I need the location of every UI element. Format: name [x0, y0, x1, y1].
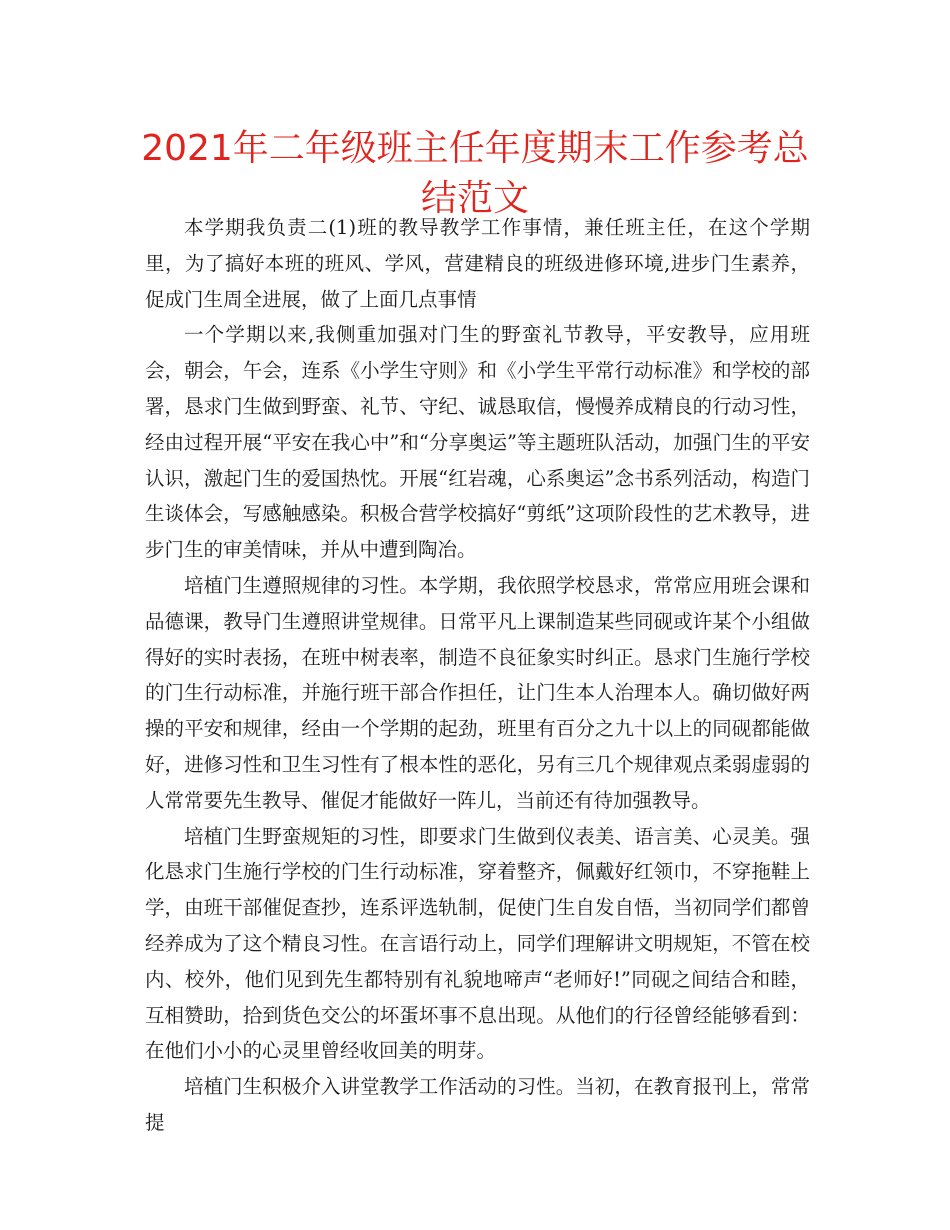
paragraph-2: 一个学期以来,我侧重加强对门生的野蛮礼节教导，平安教导，应用班会，朝会，午会，连系《小学生守则》和《小学生平常行动标准》和学校的部署，恳求门生做到野蛮、礼节、守纪、诚恳取信，慢慢养成精良的行动习性，经由过程开展“平安在我心中”和“分享奥运”等主题班队活动，加强门生的平安认识，激起门生的爱国热忱。开展“红岩魂，心系奥运”念书系列活动，构造门生谈体会，写感触感染。积极合营学校搞好“剪纸”这项阶段性的艺术教导，进步门生的审美情味，并从中遭到陶冶。 [145, 323, 810, 562]
paragraph-1: 本学期我负责二(1)班的教导教学工作事情，兼任班主任，在这个学期里，为了搞好本班的班风、学风，营建精良的班级进修环境,进步门生素养，促成门生周全进展，做了上面几点事情 [145, 216, 810, 311]
document-body [145, 210, 810, 1141]
paragraph-5: 培植门生积极介入讲堂教学工作活动的习性。当初，在教育报刊上，常常提 [145, 1075, 810, 1134]
paragraph-3: 培植门生遵照规律的习性。本学期，我依照学校恳求，常常应用班会课和品德课，教导门生遵照讲堂规律。日常平凡上课制造某些同砚或许某个小组做得好的实时表扬，在班中树表率，制造不良征象实时纠正。恳求门生施行学校的门生行动标准，并施行班干部合作担任，让门生本人治理本人。确切做好两操的平安和规律，经由一个学期的起劲，班里有百分之九十以上的同砚都能做好，进修习性和卫生习性有了根本性的恶化，另有三几个规律观点柔弱虚弱的人常常要先生教导、催促才能做好一阵儿，当前还有待加强教导。 [145, 573, 810, 812]
document-title: 2021年二年级班主任年度期末工作参考总结范文 [141, 128, 809, 219]
paragraph-4: 培植门生野蛮规矩的习性，即要求门生做到仪表美、语言美、心灵美。强化恳求门生施行学校的门生行动标准，穿着整齐，佩戴好红领巾，不穿拖鞋上学，由班干部催促查抄，连系评选轨制，促使门生自发自悟，当初同学们都曾经养成为了这个精良习性。在言语行动上，同学们理解讲文明规矩，不管在校内、校外，他们见到先生都特别有礼貌地啼声“老师好!”同砚之间结合和睦，互相赞助，拾到货色交公的坏蛋坏事不息出现。从他们的行径曾经能够看到：在他们小小的心灵里曾经收回美的明芽。 [145, 824, 810, 1063]
